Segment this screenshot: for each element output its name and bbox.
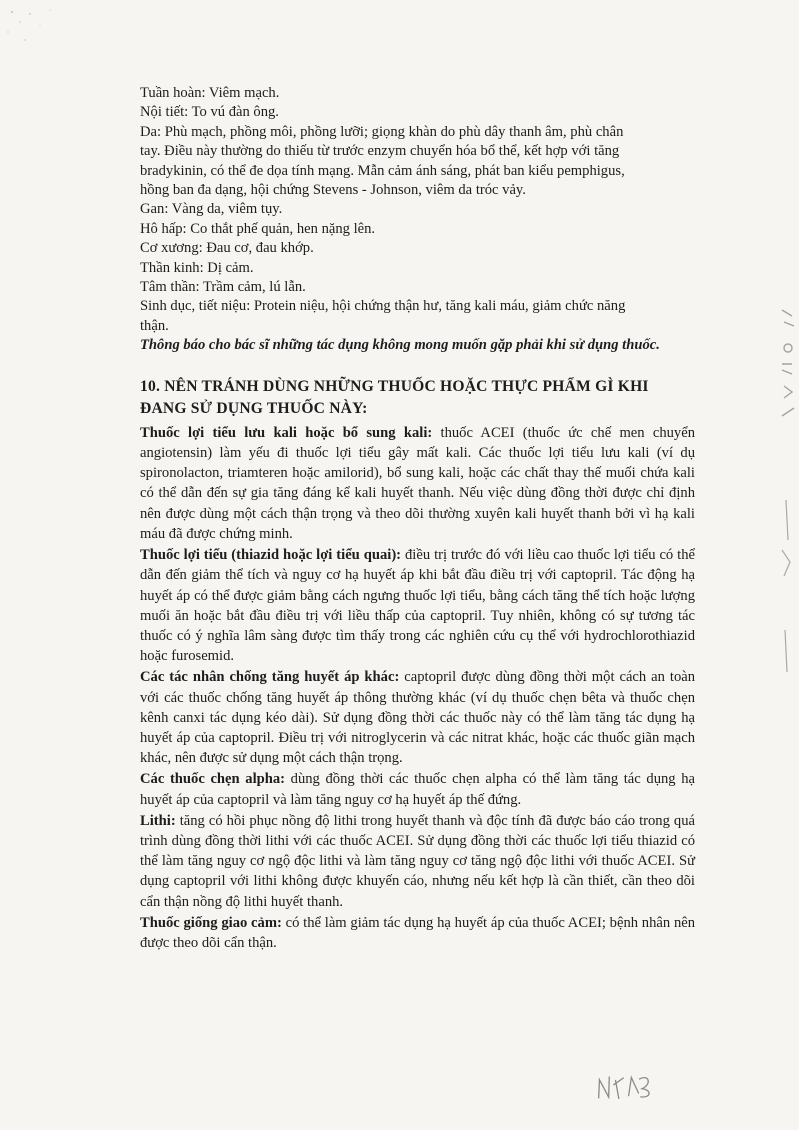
doctor-notice: Thông báo cho bác sĩ những tác dụng không mong muốn gặp phải khi sử dụng thuốc.: [140, 337, 660, 354]
interaction-title: Lithi:: [140, 812, 176, 829]
symptom-line: Thần kinh: Dị cảm.: [140, 259, 254, 276]
symptom-line: thận.: [140, 317, 169, 334]
interaction-item: [140, 913, 695, 953]
adverse-effects-list: [140, 84, 695, 336]
symptom-line: bradykinin, có thể đe dọa tính mạng. Mẫn cảm ánh sáng, phát ban kiểu pemphigus,: [140, 162, 625, 179]
symptom-line: Tuần hoàn: Viêm mạch.: [140, 85, 280, 101]
symptom-line: Tâm thần: Trầm cảm, lú lẫn.: [140, 279, 306, 296]
scan-specks: [0, 0, 70, 60]
handwritten-initials: [593, 1068, 655, 1106]
edge-stamp-marks: [770, 300, 799, 680]
interaction-text: điều trị trước đó với liều cao thuốc lợi tiểu có thể dẫn đến giảm thể tích và nguy cơ hạ huyết áp khi bắt đầu điều trị với captopril. Tác động hạ huyết áp có thể được giảm bằng cách ngưng thuốc lợi tiểu, bằng cách tăng thể tích hoặc lượng muối ăn hoặc bắt đầu điều trị với liều thấp của captopril. Tuy nhiên, không có sự tương tác thuốc có ý nghĩa lâm sàng được tìm thấy trong các nghiên cứu cụ thể với hydrochlorothiazid hoặc furosemid.: [140, 547, 695, 665]
symptom-line: hồng ban đa dạng, hội chứng Stevens - Johnson, viêm da tróc vảy.: [140, 182, 526, 199]
symptom-line: Cơ xương: Đau cơ, đau khớp.: [140, 240, 314, 257]
symptom-line: Sinh dục, tiết niệu: Protein niệu, hội chứng thận hư, tăng kali máu, giảm chức năng: [140, 298, 626, 315]
interaction-title: Thuốc lợi tiểu lưu kali hoặc bổ sung kali:: [140, 424, 433, 441]
interaction-text: có thể làm giảm tác dụng hạ huyết áp của thuốc ACEI; bệnh nhân nên được theo dõi cẩn thận.: [140, 914, 696, 951]
symptom-line: Gan: Vàng da, viêm tụy.: [140, 201, 283, 218]
symptom-line: Da: Phù mạch, phồng môi, phồng lưỡi; giọng khàn do phù dây thanh âm, phù chân: [140, 123, 624, 140]
interaction-title: Các tác nhân chống tăng huyết áp khác:: [140, 669, 400, 686]
symptom-line: tay. Điều này thường do thiếu từ trước enzym chuyển hóa bổ thể, kết hợp với tăng: [140, 143, 620, 160]
interaction-title: Các thuốc chẹn alpha:: [140, 771, 286, 788]
interaction-text: thuốc ACEI (thuốc ức chế men chuyển angiotensin) làm yếu đi thuốc lợi tiểu gây mất kali. Các thuốc lợi tiểu lưu kali (ví dụ spironolacton, triamteren hoặc amilorid), bổ sung kali, hoặc các chất thay thế muối chứa kali có thể dẫn đến sự gia tăng đáng kể kali huyết thanh. Nếu việc dùng đồng thời được chỉ định nên được dùng một cách thận trọng và theo dõi thường xuyên kali huyết thanh bởi vì hạ kali máu đã được chứng minh.: [140, 424, 695, 542]
interaction-title: Thuốc lợi tiểu (thiazid hoặc lợi tiểu quai):: [140, 547, 402, 564]
interaction-title: Thuốc giống giao cảm:: [140, 914, 282, 931]
interaction-text: tăng có hồi phục nồng độ lithi trong huyết thanh và độc tính đã được báo cáo trong quá trình dùng đồng thời lithi với các thuốc ACEI. Sử dụng đồng thời các thuốc lợi tiểu thiazid có thể làm tăng nguy cơ ngộ độc lithi và làm tăng nguy cơ tăng ngộ độc lithi với thuốc ACEI. Sử dụng captopril với lithi không được khuyến cáo, nhưng nếu kết hợp là cần thiết, cần theo dõi cẩn thận nồng độ lithi huyết thanh.: [140, 812, 695, 910]
document-page: [140, 84, 695, 954]
interaction-item: [140, 769, 695, 809]
interaction-text: dùng đồng thời các thuốc chẹn alpha có thể làm tăng tác dụng hạ huyết áp của captopril và làm tăng nguy cơ hạ huyết áp thế đứng.: [140, 771, 695, 808]
symptom-line: Nội tiết: To vú đàn ông.: [140, 104, 279, 121]
section-heading-line-1: 10. NÊN TRÁNH DÙNG NHỮNG THUỐC HOẶC THỰC PHẨM GÌ KHI: [140, 377, 649, 395]
interaction-item: [140, 811, 695, 912]
interaction-item: [140, 423, 695, 544]
interaction-item: [140, 667, 695, 768]
section-heading: [140, 376, 695, 420]
interaction-item: [140, 545, 695, 666]
interaction-text: captopril được dùng đồng thời một cách an toàn với các thuốc chống tăng huyết áp thông thường khác (ví dụ thuốc chẹn bêta và thuốc chẹn kênh canxi tác dụng kéo dài). Sử dụng đồng thời các thuốc này có thể làm tăng tác dụng hạ huyết áp của captopril. Điều trị với nitroglycerin và các nitrat khác, hoặc các thuốc giãn mạch khác, nên được sử dụng một cách thận trọng.: [140, 669, 696, 767]
section-heading-line-2: ĐANG SỬ DỤNG THUỐC NÀY:: [140, 399, 368, 417]
interactions-list: [140, 423, 695, 953]
symptom-line: Hô hấp: Co thắt phế quản, hen nặng lên.: [140, 220, 376, 237]
